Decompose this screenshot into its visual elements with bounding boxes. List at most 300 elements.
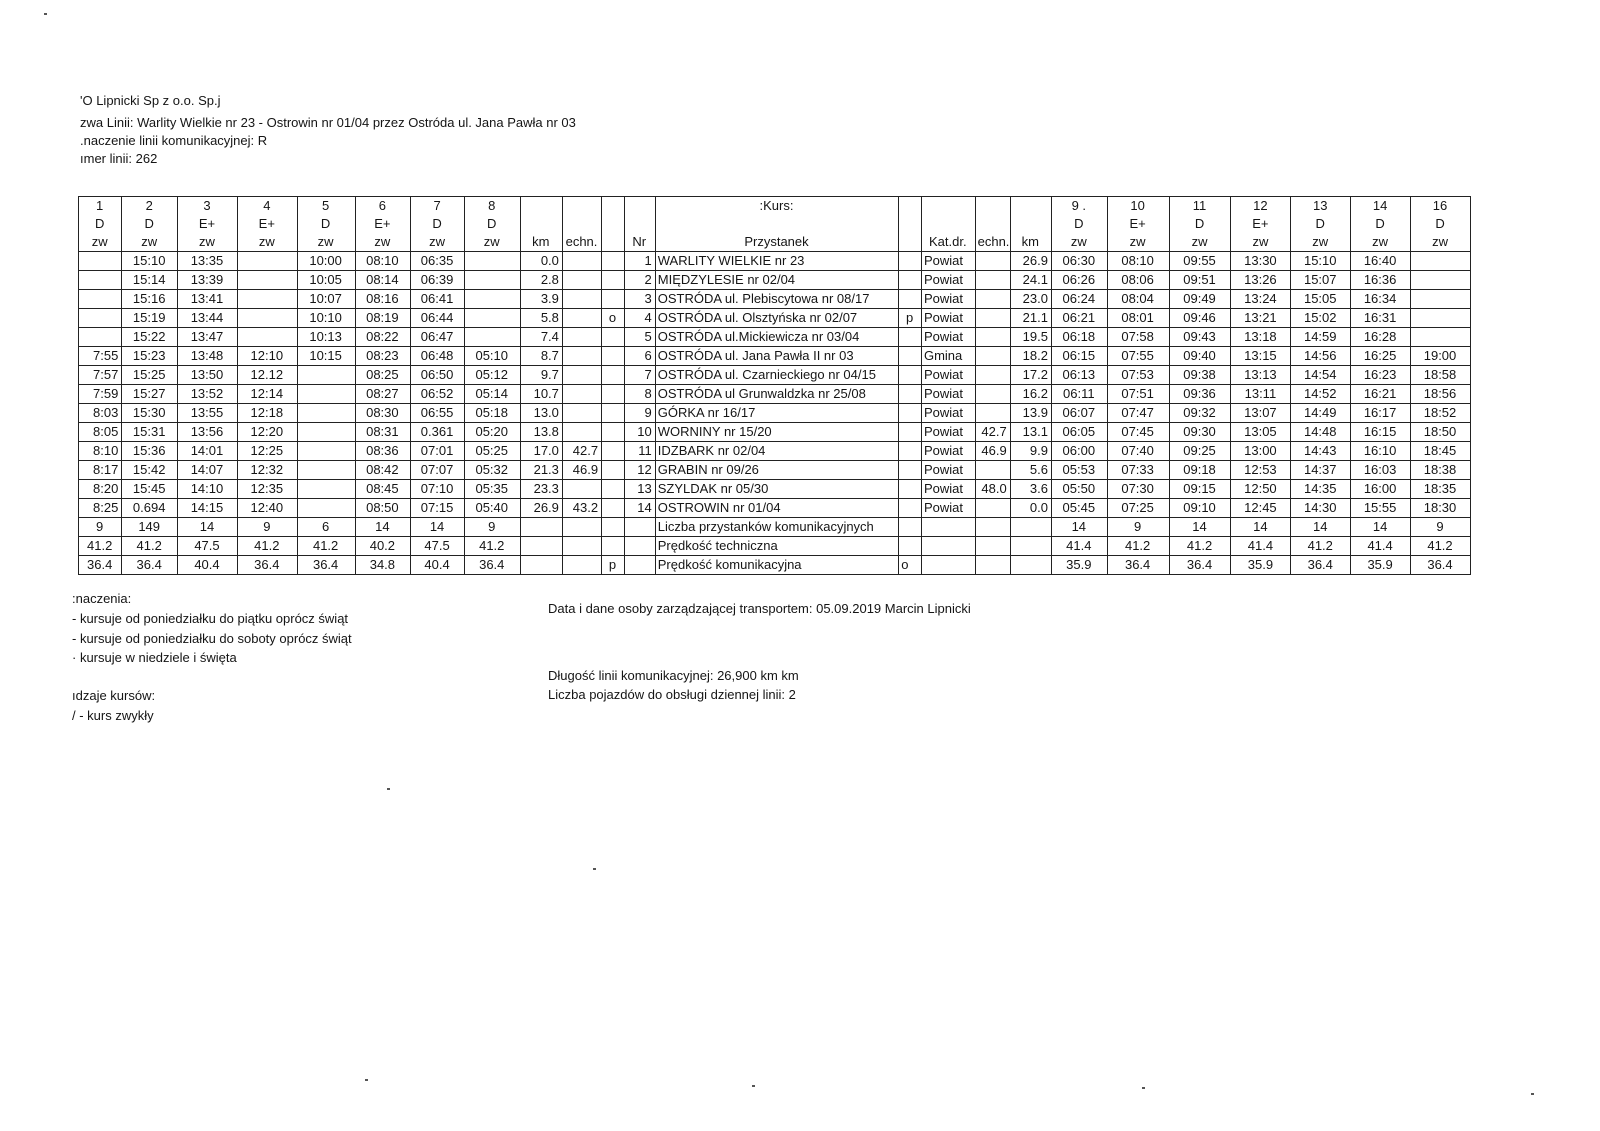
road-category: Powiat: [921, 423, 975, 442]
kurs-header-cell: zw: [464, 233, 520, 252]
summary-value-return: 36.4: [1291, 556, 1351, 575]
summary-value-return: 41.2: [1411, 537, 1471, 556]
stop-flag: [602, 480, 625, 499]
header-cell: [899, 233, 922, 252]
distance-km-return: 9.9: [1010, 442, 1051, 461]
departure-time: 13:50: [178, 366, 238, 385]
stop-flag: [602, 271, 625, 290]
departure-time-return: 07:55: [1107, 347, 1169, 366]
distance-km-return: 19.5: [1010, 328, 1051, 347]
departure-time: 12:25: [237, 442, 297, 461]
summary-cell: [1010, 518, 1051, 537]
table-row: [79, 347, 1471, 366]
departure-time-return: 16:28: [1351, 328, 1411, 347]
stop-number: 14: [624, 499, 655, 518]
departure-time: 7:55: [79, 347, 122, 366]
departure-time-return: 14:56: [1291, 347, 1351, 366]
technical-speed: [562, 404, 601, 423]
summary-value-return: 35.9: [1231, 556, 1291, 575]
summary-label: Prędkość techniczna: [655, 537, 899, 556]
stop-flag-return: [899, 404, 922, 423]
departure-time-return: 09:43: [1169, 328, 1231, 347]
departure-time: 10:10: [297, 309, 355, 328]
kurs-label: :Kurs:: [655, 197, 899, 216]
technical-speed-return: [975, 252, 1010, 271]
distance-km-return: 23.0: [1010, 290, 1051, 309]
departure-time-return: 18:38: [1411, 461, 1471, 480]
departure-time: 14:07: [178, 461, 238, 480]
stop-flag-return: [899, 423, 922, 442]
legend-kind: / - kurs zwykły: [72, 708, 154, 723]
departure-time-return: 14:30: [1291, 499, 1351, 518]
header-cell: [624, 197, 655, 216]
scan-speck: [44, 13, 47, 15]
summary-value: 41.2: [79, 537, 122, 556]
departure-time-return: 09:55: [1169, 252, 1231, 271]
summary-value-return: 9: [1107, 518, 1169, 537]
departure-time: 13:56: [178, 423, 238, 442]
departure-time-return: 16:00: [1351, 480, 1411, 499]
technical-speed-return: [975, 271, 1010, 290]
table-row: [79, 328, 1471, 347]
technical-speed-return: [975, 499, 1010, 518]
stop-name: OSTRÓDA ul. Olsztyńska nr 02/07: [655, 309, 899, 328]
summary-value-return: 36.4: [1411, 556, 1471, 575]
summary-row: [79, 518, 1471, 537]
departure-time: 06:55: [411, 404, 465, 423]
summary-cell: [975, 556, 1010, 575]
kurs-header-cell: D: [1351, 215, 1411, 233]
summary-label: Liczba przystanków komunikacyjnych: [655, 518, 899, 537]
stop-name: OSTRÓDA ul.Mickiewicza nr 03/04: [655, 328, 899, 347]
col-label-km: km: [520, 233, 562, 252]
distance-km-return: 3.6: [1010, 480, 1051, 499]
departure-time: 10:07: [297, 290, 355, 309]
stop-flag: [602, 328, 625, 347]
legend-item: - kursuje od poniedziałku do piątku oprócz świąt: [72, 611, 349, 626]
departure-time: [237, 252, 297, 271]
departure-time-return: 08:01: [1107, 309, 1169, 328]
kurs-header-cell: D: [1291, 215, 1351, 233]
stop-name: OSTRÓDA ul. Jana Pawła II nr 03: [655, 347, 899, 366]
stop-flag-return: [899, 328, 922, 347]
departure-time: 13:41: [178, 290, 238, 309]
stop-number: 4: [624, 309, 655, 328]
departure-time: 15:16: [122, 290, 178, 309]
stop-flag: [602, 347, 625, 366]
summary-value: 9: [464, 518, 520, 537]
stop-flag-return: [899, 385, 922, 404]
departure-time-return: 15:05: [1291, 290, 1351, 309]
departure-time: 12:18: [237, 404, 297, 423]
kurs-header-cell: E+: [237, 215, 297, 233]
departure-time: 06:50: [411, 366, 465, 385]
departure-time: 08:23: [355, 347, 411, 366]
header-cell: [602, 215, 625, 233]
departure-time-return: 08:04: [1107, 290, 1169, 309]
departure-time: 06:41: [411, 290, 465, 309]
departure-time-return: 09:18: [1169, 461, 1231, 480]
departure-time: 13:44: [178, 309, 238, 328]
departure-time: 15:22: [122, 328, 178, 347]
departure-time-return: 09:36: [1169, 385, 1231, 404]
departure-time: 15:23: [122, 347, 178, 366]
col-label-techn-return: echn.: [975, 233, 1010, 252]
departure-time-return: 19:00: [1411, 347, 1471, 366]
departure-time: 05:18: [464, 404, 520, 423]
departure-time-return: 12:53: [1231, 461, 1291, 480]
departure-time: [297, 385, 355, 404]
departure-time-return: 13:00: [1231, 442, 1291, 461]
kurs-header-cell: zw: [1351, 233, 1411, 252]
departure-time: 14:10: [178, 480, 238, 499]
departure-time-return: 09:15: [1169, 480, 1231, 499]
departure-time: 0.694: [122, 499, 178, 518]
technical-speed-return: [975, 385, 1010, 404]
departure-time-return: 18:50: [1411, 423, 1471, 442]
departure-time: 8:25: [79, 499, 122, 518]
technical-speed-return: [975, 290, 1010, 309]
road-category: Powiat: [921, 328, 975, 347]
departure-time-return: 13:30: [1231, 252, 1291, 271]
kurs-header-cell: 10: [1107, 197, 1169, 216]
departure-time: 06:44: [411, 309, 465, 328]
departure-time: [297, 480, 355, 499]
col-label-nr: Nr: [624, 233, 655, 252]
header-row: [79, 215, 1471, 233]
departure-time: 08:19: [355, 309, 411, 328]
departure-time: 05:35: [464, 480, 520, 499]
departure-time-return: 13:05: [1231, 423, 1291, 442]
summary-value-return: 36.4: [1169, 556, 1231, 575]
header-cell: [655, 215, 899, 233]
departure-time: 05:20: [464, 423, 520, 442]
distance-km-return: 0.0: [1010, 499, 1051, 518]
summary-cell: [520, 556, 562, 575]
summary-value-return: 41.2: [1107, 537, 1169, 556]
departure-time: 08:22: [355, 328, 411, 347]
departure-time-return: 13:11: [1231, 385, 1291, 404]
technical-speed: [562, 290, 601, 309]
stop-number: 3: [624, 290, 655, 309]
stop-name: GÓRKA nr 16/17: [655, 404, 899, 423]
scan-speck: [387, 788, 390, 790]
stop-flag-return: [899, 271, 922, 290]
departure-time: 13:39: [178, 271, 238, 290]
technical-speed: [562, 328, 601, 347]
header-row: [79, 233, 1471, 252]
departure-time: [464, 271, 520, 290]
departure-time: [79, 271, 122, 290]
departure-time: 12.12: [237, 366, 297, 385]
technical-speed-return: 48.0: [975, 480, 1010, 499]
kurs-header-cell: zw: [237, 233, 297, 252]
departure-time-return: 16:36: [1351, 271, 1411, 290]
distance-km: 13.0: [520, 404, 562, 423]
departure-time-return: 09:30: [1169, 423, 1231, 442]
departure-time: 08:31: [355, 423, 411, 442]
departure-time: 08:16: [355, 290, 411, 309]
departure-time: 13:47: [178, 328, 238, 347]
departure-time: 05:25: [464, 442, 520, 461]
departure-time: [297, 423, 355, 442]
summary-cell: [624, 537, 655, 556]
stop-flag: [602, 385, 625, 404]
departure-time-return: 05:53: [1051, 461, 1107, 480]
departure-time-return: 09:40: [1169, 347, 1231, 366]
departure-time-return: [1411, 328, 1471, 347]
kurs-header-cell: 16: [1411, 197, 1471, 216]
kurs-header-cell: 9 .: [1051, 197, 1107, 216]
header-cell: [520, 197, 562, 216]
summary-flag-return: o: [899, 556, 922, 575]
departure-time-return: 06:07: [1051, 404, 1107, 423]
technical-speed-return: [975, 347, 1010, 366]
stop-flag-return: [899, 347, 922, 366]
stop-flag-return: p: [899, 309, 922, 328]
header-cell: [624, 215, 655, 233]
departure-time: 12:14: [237, 385, 297, 404]
table-row: [79, 404, 1471, 423]
departure-time: 05:40: [464, 499, 520, 518]
kurs-header-cell: D: [1051, 215, 1107, 233]
summary-cell: [1010, 556, 1051, 575]
departure-time-return: 07:53: [1107, 366, 1169, 385]
stop-name: OSTRÓDA ul. Czarnieckiego nr 04/15: [655, 366, 899, 385]
summary-value-return: 14: [1291, 518, 1351, 537]
departure-time-return: 16:21: [1351, 385, 1411, 404]
stop-number: 8: [624, 385, 655, 404]
legend-item: · kursuje w niedziele i święta: [72, 650, 237, 665]
stop-number: 12: [624, 461, 655, 480]
summary-value-return: 14: [1351, 518, 1411, 537]
departure-time: 05:10: [464, 347, 520, 366]
summary-value: 9: [79, 518, 122, 537]
distance-km: 2.8: [520, 271, 562, 290]
departure-time-return: 13:13: [1231, 366, 1291, 385]
departure-time: 07:10: [411, 480, 465, 499]
summary-value: 6: [297, 518, 355, 537]
stop-number: 13: [624, 480, 655, 499]
summary-value: 47.5: [411, 537, 465, 556]
header-cell: [899, 197, 922, 216]
stop-flag-return: [899, 442, 922, 461]
departure-time: 06:35: [411, 252, 465, 271]
departure-time: 15:31: [122, 423, 178, 442]
departure-time-return: 06:21: [1051, 309, 1107, 328]
departure-time-return: 13:15: [1231, 347, 1291, 366]
distance-km: 7.4: [520, 328, 562, 347]
stop-flag-return: [899, 252, 922, 271]
summary-cell: [624, 556, 655, 575]
departure-time: 10:00: [297, 252, 355, 271]
departure-time-return: 06:18: [1051, 328, 1107, 347]
departure-time-return: 16:25: [1351, 347, 1411, 366]
stop-flag-return: [899, 366, 922, 385]
departure-time: 06:52: [411, 385, 465, 404]
stop-name: WORNINY nr 15/20: [655, 423, 899, 442]
kurs-header-cell: zw: [1291, 233, 1351, 252]
header-cell: [562, 215, 601, 233]
stop-flag: [602, 252, 625, 271]
kurs-header-cell: zw: [1051, 233, 1107, 252]
technical-speed-return: [975, 404, 1010, 423]
scan-speck: [593, 868, 596, 870]
kurs-header-cell: E+: [1231, 215, 1291, 233]
summary-value-return: 36.4: [1107, 556, 1169, 575]
departure-time-return: 07:25: [1107, 499, 1169, 518]
summary-value: 149: [122, 518, 178, 537]
departure-time: 06:48: [411, 347, 465, 366]
departure-time-return: 08:10: [1107, 252, 1169, 271]
stop-name: GRABIN nr 09/26: [655, 461, 899, 480]
stop-flag: [602, 499, 625, 518]
summary-value-return: 14: [1051, 518, 1107, 537]
summary-cell: [562, 537, 601, 556]
departure-time: [297, 499, 355, 518]
summary-value-return: 35.9: [1351, 556, 1411, 575]
departure-time-return: 07:33: [1107, 461, 1169, 480]
departure-time-return: 16:10: [1351, 442, 1411, 461]
col-label-techn: echn.: [562, 233, 601, 252]
departure-time-return: 06:24: [1051, 290, 1107, 309]
road-category: Powiat: [921, 309, 975, 328]
summary-value: 41.2: [297, 537, 355, 556]
departure-time: 15:45: [122, 480, 178, 499]
departure-time-return: [1411, 290, 1471, 309]
summary-cell: [975, 518, 1010, 537]
header-cell: [921, 197, 975, 216]
departure-time-return: 13:21: [1231, 309, 1291, 328]
stop-flag: o: [602, 309, 625, 328]
kurs-header-cell: D: [1169, 215, 1231, 233]
distance-km: 10.7: [520, 385, 562, 404]
header-line-name: zwa Linii: Warlity Wielkie nr 23 - Ostrowin nr 01/04 przez Ostróda ul. Jana Pawła nr 03: [80, 115, 576, 130]
summary-value: 14: [411, 518, 465, 537]
technical-speed: [562, 366, 601, 385]
distance-km: 21.3: [520, 461, 562, 480]
departure-time: [464, 328, 520, 347]
departure-time-return: 16:15: [1351, 423, 1411, 442]
kurs-header-cell: 5: [297, 197, 355, 216]
technical-speed: 42.7: [562, 442, 601, 461]
kurs-header-cell: D: [411, 215, 465, 233]
summary-value-return: 41.4: [1351, 537, 1411, 556]
departure-time-return: 09:49: [1169, 290, 1231, 309]
kurs-header-cell: 6: [355, 197, 411, 216]
departure-time: [237, 328, 297, 347]
departure-time: 8:10: [79, 442, 122, 461]
stop-name: OSTRÓDA ul Grunwaldzka nr 25/08: [655, 385, 899, 404]
table-row: [79, 385, 1471, 404]
kurs-header-cell: 14: [1351, 197, 1411, 216]
departure-time: 07:15: [411, 499, 465, 518]
departure-time-return: 06:05: [1051, 423, 1107, 442]
col-label-stop: Przystanek: [655, 233, 899, 252]
technical-speed: 46.9: [562, 461, 601, 480]
departure-time: 15:19: [122, 309, 178, 328]
departure-time-return: 14:59: [1291, 328, 1351, 347]
distance-km-return: 13.1: [1010, 423, 1051, 442]
summary-cell: [921, 556, 975, 575]
table-row: [79, 461, 1471, 480]
summary-flag: [602, 537, 625, 556]
kurs-header-cell: zw: [1231, 233, 1291, 252]
summary-row: [79, 537, 1471, 556]
distance-km-return: 17.2: [1010, 366, 1051, 385]
kurs-header-cell: zw: [1411, 233, 1471, 252]
departure-time: 08:50: [355, 499, 411, 518]
stop-flag: [602, 290, 625, 309]
road-category: Powiat: [921, 385, 975, 404]
summary-value-return: 41.2: [1169, 537, 1231, 556]
technical-speed: [562, 385, 601, 404]
summary-value: 47.5: [178, 537, 238, 556]
departure-time-return: 13:18: [1231, 328, 1291, 347]
summary-value: 40.2: [355, 537, 411, 556]
distance-km: 8.7: [520, 347, 562, 366]
summary-flag-return: [899, 518, 922, 537]
departure-time: 15:25: [122, 366, 178, 385]
departure-time-return: 16:34: [1351, 290, 1411, 309]
header-cell: [975, 197, 1010, 216]
kurs-header-cell: E+: [178, 215, 238, 233]
departure-time: [237, 290, 297, 309]
summary-cell: [1010, 537, 1051, 556]
distance-km: 17.0: [520, 442, 562, 461]
technical-speed: [562, 271, 601, 290]
departure-time-return: 14:54: [1291, 366, 1351, 385]
stop-name: WARLITY WIELKIE nr 23: [655, 252, 899, 271]
header-cell: [602, 197, 625, 216]
departure-time: 07:07: [411, 461, 465, 480]
summary-cell: [921, 537, 975, 556]
summary-flag: p: [602, 556, 625, 575]
departure-time: 15:42: [122, 461, 178, 480]
departure-time: 06:47: [411, 328, 465, 347]
table-row: [79, 480, 1471, 499]
departure-time: [237, 271, 297, 290]
distance-km: 23.3: [520, 480, 562, 499]
header-designation: .naczenie linii komunikacyjnej: R: [80, 133, 268, 148]
departure-time-return: 14:35: [1291, 480, 1351, 499]
technical-speed: [562, 252, 601, 271]
departure-time: [297, 461, 355, 480]
header-cell: [520, 215, 562, 233]
timetable: [78, 196, 1471, 575]
col-label-category: Kat.dr.: [921, 233, 975, 252]
departure-time: 12:10: [237, 347, 297, 366]
summary-value: 36.4: [237, 556, 297, 575]
departure-time-return: 18:35: [1411, 480, 1471, 499]
distance-km: 3.9: [520, 290, 562, 309]
departure-time-return: 13:07: [1231, 404, 1291, 423]
header-row: [79, 197, 1471, 216]
departure-time-return: 06:11: [1051, 385, 1107, 404]
stop-flag-return: [899, 461, 922, 480]
departure-time: 15:14: [122, 271, 178, 290]
departure-time-return: 15:07: [1291, 271, 1351, 290]
departure-time-return: 14:52: [1291, 385, 1351, 404]
stop-flag-return: [899, 480, 922, 499]
departure-time: 0.361: [411, 423, 465, 442]
departure-time-return: 09:51: [1169, 271, 1231, 290]
kurs-header-cell: zw: [297, 233, 355, 252]
distance-km: 13.8: [520, 423, 562, 442]
distance-km-return: 18.2: [1010, 347, 1051, 366]
kurs-header-cell: D: [464, 215, 520, 233]
distance-km: 0.0: [520, 252, 562, 271]
